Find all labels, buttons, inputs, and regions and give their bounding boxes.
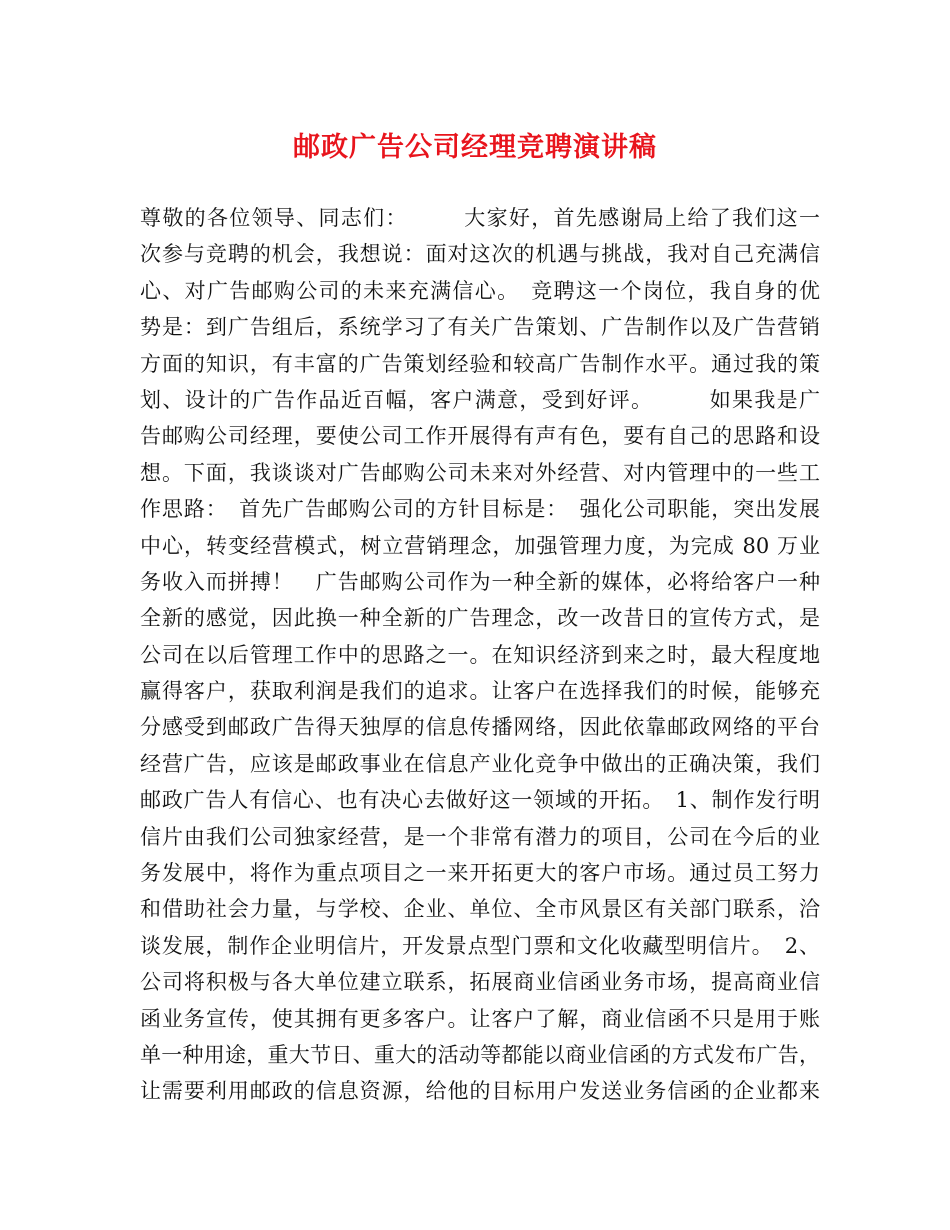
body-line: 公司在以后管理工作中的思路之一。在知识经济到来之时，最大程度地 (140, 642, 820, 667)
body-line: 次参与竞聘的机会，我想说：面对这次的机遇与挑战，我对自己充满信 (140, 242, 820, 267)
body-line: 赢得客户，获取利润是我们的追求。让客户在选择我们的时候，能够充 (140, 679, 820, 704)
document-body (140, 200, 820, 1110)
body-line: 划、设计的广告作品近百幅，客户满意，受到好评。 如果我是广 (140, 387, 820, 412)
body-line: 和借助社会力量，与学校、企业、单位、全市风景区有关部门联系，洽 (140, 897, 820, 922)
body-line: 邮政广告人有信心、也有决心去做好这一领域的开拓。 1、制作发行明 (140, 788, 820, 813)
body-line: 全新的感觉，因此换一种全新的广告理念，改一改昔日的宣传方式，是 (140, 606, 820, 631)
document-title: 邮政广告公司经理竞聘演讲稿 (293, 132, 657, 163)
body-line: 信片由我们公司独家经营，是一个非常有潜力的项目，公司在今后的业 (140, 824, 820, 849)
body-line: 让需要利用邮政的信息资源，给他的目标用户发送业务信函的企业都来 (140, 1079, 820, 1104)
body-line: 经营广告，应该是邮政事业在信息产业化竞争中做出的正确决策，我们 (140, 751, 820, 776)
body-line: 告邮购公司经理，要使公司工作开展得有声有色，要有自己的思路和设 (140, 424, 820, 449)
body-line: 公司将积极与各大单位建立联系，拓展商业信函业务市场，提高商业信 (140, 970, 820, 995)
body-line: 中心，转变经营模式，树立营销理念，加强管理力度，为完成 80 万业 (140, 533, 820, 558)
body-line: 分感受到邮政广告得天独厚的信息传播网络，因此依靠邮政网络的平台 (140, 715, 820, 740)
body-line: 单一种用途，重大节日、重大的活动等都能以商业信函的方式发布广告， (140, 1042, 820, 1067)
body-line: 想。下面，我谈谈对广告邮购公司未来对外经营、对内管理中的一些工 (140, 460, 820, 485)
body-line: 务发展中，将作为重点项目之一来开拓更大的客户市场。通过员工努力 (140, 861, 820, 886)
body-line: 务收入而拼搏！ 广告邮购公司作为一种全新的媒体，必将给客户一种 (140, 569, 820, 594)
body-line: 势是：到广告组后，系统学习了有关广告策划、广告制作以及广告营销 (140, 315, 820, 340)
body-line: 心、对广告邮购公司的未来充满信心。 竞聘这一个岗位，我自身的优 (140, 278, 820, 303)
body-line: 函业务宣传，使其拥有更多客户。让客户了解，商业信函不只是用于账 (140, 1006, 820, 1031)
body-line: 尊敬的各位领导、同志们： 大家好，首先感谢局上给了我们这一 (140, 206, 820, 230)
body-line: 作思路： 首先广告邮购公司的方针目标是： 强化公司职能，突出发展 (140, 497, 820, 522)
body-line: 方面的知识，有丰富的广告策划经验和较高广告制作水平。通过我的策 (140, 351, 820, 376)
body-line: 谈发展，制作企业明信片，开发景点型门票和文化收藏型明信片。 2、 (140, 933, 820, 958)
